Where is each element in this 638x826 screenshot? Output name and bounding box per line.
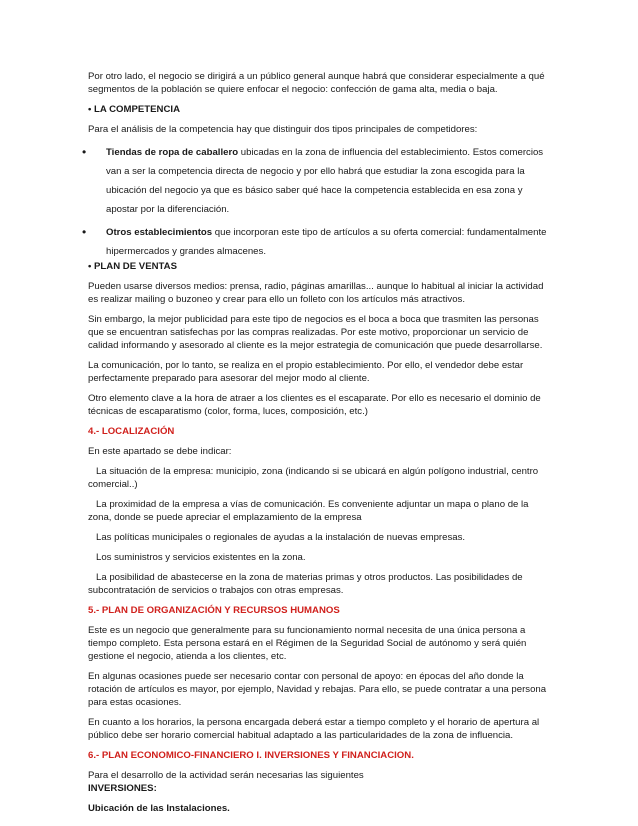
- paragraph: En cuanto a los horarios, la persona encargada deberá estar a tiempo completo y el horario de apertura al público debe ser horario comercial habitual adaptado a las particularidades de la zona de influencia.: [88, 717, 540, 741]
- paragraph: La proximidad de la empresa a vías de comunicación. Es conveniente adjuntar un mapa o plano de la zona, donde se puede apreciar el emplazamiento de la empresa: [88, 499, 529, 523]
- document-page: [88, 70, 550, 815]
- paragraph: Pueden usarse diversos medios: prensa, radio, páginas amarillas... aunque lo habitual al iniciar la actividad es realizar mailing o buzoneo y crear para ello un folleto con los artículos más atractivos.: [88, 281, 544, 305]
- section-heading-ventas: • PLAN DE VENTAS: [88, 261, 177, 272]
- paragraph: En este apartado se debe indicar:: [88, 446, 232, 457]
- section-heading-localizacion: 4.- LOCALIZACIÓN: [88, 426, 175, 437]
- paragraph: La comunicación, por lo tanto, se realiza en el propio establecimiento. Por ello, el vendedor debe estar perfectamente preparado para asesorar del mejor modo al cliente.: [88, 360, 524, 384]
- subheading-inversiones: INVERSIONES:: [88, 783, 157, 794]
- paragraph: Los suministros y servicios existentes en la zona.: [96, 552, 306, 563]
- section-heading-financiero: 6.- PLAN ECONOMICO-FINANCIERO I. INVERSIONES Y FINANCIACION.: [88, 750, 414, 761]
- intro-paragraph: Por otro lado, el negocio se dirigirá a un público general aunque habrá que considerar especialmente a qué segmentos de la población se quiere enfocar el negocio: confección de gama alta, media o baja.: [88, 71, 545, 95]
- paragraph: Para el desarrollo de la actividad serán necesarias las siguientes: [88, 770, 364, 781]
- paragraph: La posibilidad de abastecerse en la zona de materias primas y otros productos. Las posibilidades de subcontratación de servicios o trabajos con otras empresas.: [88, 572, 523, 596]
- paragraph: Sin embargo, la mejor publicidad para este tipo de negocios es el boca a boca que trasmiten las personas que se encuentran satisfechas por las compras realizadas. Por este motivo, proporcionar un servicio de calidad informando y asesorado al cliente es la mejor estrategia de comunicación que puede desarrollarse.: [88, 314, 543, 351]
- list-item-text: que incorporan este tipo de artículos a su oferta comercial: fundamentalmente hipermercados y grandes almacenes.: [106, 227, 547, 257]
- list-item: [88, 143, 550, 219]
- competitor-list: [88, 143, 550, 261]
- paragraph: La situación de la empresa: municipio, zona (indicando si se ubicará en algún polígono industrial, centro comercial..): [88, 466, 539, 490]
- competencia-intro: Para el análisis de la competencia hay que distinguir dos tipos principales de competidores:: [88, 124, 478, 135]
- section-heading-organizacion: 5.- PLAN DE ORGANIZACIÓN Y RECURSOS HUMANOS: [88, 605, 340, 616]
- list-item: [88, 223, 550, 261]
- paragraph: Este es un negocio que generalmente para su funcionamiento normal necesita de una única persona a tiempo completo. Esta persona estará en el Régimen de la Seguridad Social de autónomo y será quién gestione el negocio, atienda a los clientes, etc.: [88, 625, 527, 662]
- list-item-title: Tiendas de ropa de caballero: [106, 147, 239, 158]
- section-heading-competencia: • LA COMPETENCIA: [88, 104, 181, 115]
- list-item-title: Otros establecimientos: [106, 227, 213, 238]
- paragraph: Las políticas municipales o regionales de ayudas a la instalación de nuevas empresas.: [96, 532, 466, 543]
- subheading-ubicacion: Ubicación de las Instalaciones.: [88, 803, 230, 814]
- paragraph: En algunas ocasiones puede ser necesario contar con personal de apoyo: en épocas del año donde la rotación de artículos es mayor, por ejemplo, Navidad y rebajas. Para ello, se puede contratar a una persona para estas ocasiones.: [88, 671, 547, 708]
- list-item-text: ubicadas en la zona de influencia del establecimiento. Estos comercios van a ser la competencia directa de negocio y por ello habrá que estudiar la zona escogida para la ubicación del negocio ya que es básico saber qué hace la competencia establecida en esa zona y apostar por la diferenciación.: [106, 147, 544, 215]
- paragraph: Otro elemento clave a la hora de atraer a los clientes es el escaparate. Por ello es necesario el dominio de técnicas de escaparatismo (color, forma, luces, composición, etc.): [88, 393, 541, 417]
